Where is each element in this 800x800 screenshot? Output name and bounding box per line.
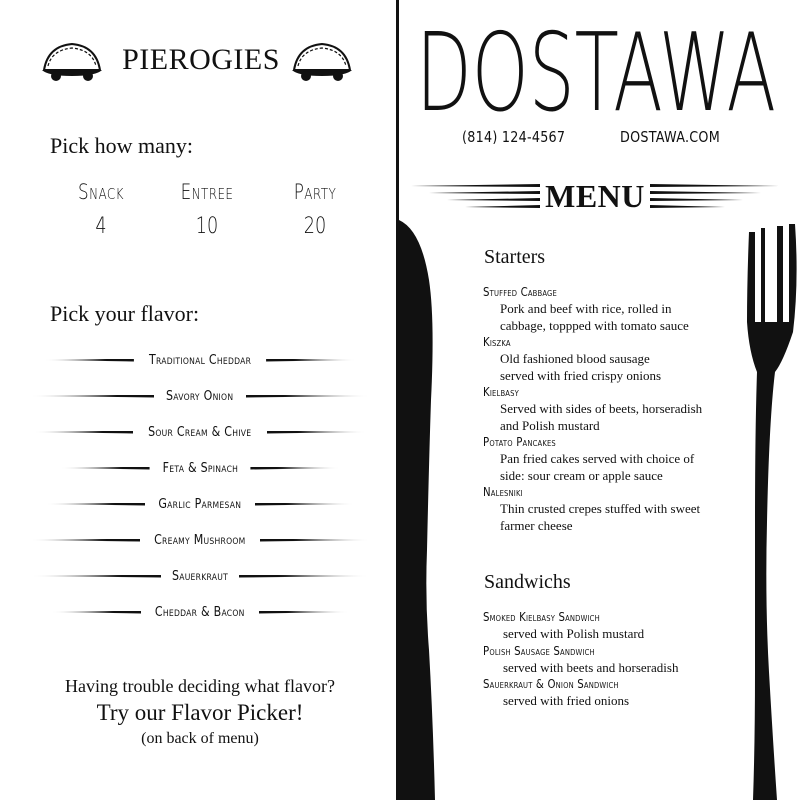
knife-icon <box>399 220 435 800</box>
menu-item-desc: served with fried onions <box>503 693 630 708</box>
menu-item-desc: side: sour cream or apple sauce <box>500 467 663 483</box>
flavor-label: Creamy Mushroom <box>154 532 246 548</box>
menu-item-desc: Pork and beef with rice, rolled in <box>500 301 672 316</box>
menu-item-name: Sauerkraut & Onion Sandwich <box>483 677 619 691</box>
brand-name: DOSTAWA <box>416 12 776 120</box>
size-option-entree[interactable] <box>152 180 262 239</box>
flavor-label: Feta & Spinach <box>162 460 238 476</box>
pick-flavor-heading: Pick your flavor: <box>50 301 200 326</box>
sandwiches-list <box>483 609 743 710</box>
phone-number: (814) 124-4567 <box>462 128 566 146</box>
flavor-rule <box>259 611 349 614</box>
trouble-text: Having trouble deciding what flavor? <box>65 676 335 696</box>
menu-item-desc: Pan fried cakes served with choice of <box>500 451 695 466</box>
flavor-label: Garlic Parmesan <box>158 496 242 512</box>
size-label: Entree <box>180 180 234 204</box>
flavor-rule <box>33 431 133 434</box>
flavor-option[interactable] <box>30 558 370 594</box>
size-option-party[interactable] <box>260 180 370 239</box>
flavor-option[interactable] <box>30 342 370 378</box>
menu-item-desc: and Polish mustard <box>500 417 600 433</box>
flavor-list <box>30 342 370 630</box>
menu-item-desc: served with Polish mustard <box>503 626 645 641</box>
dostawa-panel <box>399 0 800 800</box>
flavor-rule <box>51 611 141 614</box>
flavor-option[interactable] <box>30 522 370 558</box>
menu-item-name: Polish Sausage Sandwich <box>483 643 595 658</box>
flavor-rule <box>246 395 370 398</box>
flavor-label: Sour Cream & Chive <box>148 424 252 440</box>
flavor-rule <box>30 539 140 542</box>
flavor-option[interactable] <box>30 594 370 630</box>
menu-item-desc: farmer cheese <box>500 517 573 533</box>
flavor-option[interactable] <box>30 486 370 522</box>
flavor-rule <box>45 503 145 506</box>
menu-item-desc: Thin crusted crepes stuffed with sweet <box>500 501 701 516</box>
flavor-picker-text: Try our Flavor Picker! <box>96 700 304 725</box>
menu-item-name: Nalesniki <box>483 485 523 499</box>
menu-item-name: Stuffed Cabbage <box>483 285 557 299</box>
flavor-rule <box>255 503 355 506</box>
fork-icon <box>743 222 800 800</box>
menu-banner <box>399 176 800 220</box>
flavor-rule <box>250 467 340 470</box>
size-count: 4 <box>95 214 107 239</box>
menu-item-desc: served with fried crispy onions <box>500 367 662 383</box>
flavor-rule <box>239 575 369 578</box>
flavor-rule <box>267 431 367 434</box>
flavor-option[interactable] <box>30 414 370 450</box>
flavor-option[interactable] <box>30 378 370 414</box>
flavor-rule <box>30 395 154 398</box>
size-label: Snack <box>78 180 124 204</box>
menu-item-desc: Old fashioned blood sausage <box>500 351 650 366</box>
pierogies-header <box>36 30 366 90</box>
flavor-rule <box>266 359 356 362</box>
menu-item-name: Kiszka <box>483 335 511 349</box>
menu-item-name: Smoked Kielbasy Sandwich <box>483 610 600 624</box>
back-of-menu-text: (on back of menu) <box>141 730 259 747</box>
menu-item-name: Potato Pancakes <box>483 435 556 449</box>
starters-list <box>483 284 743 534</box>
menu-title: MENU <box>545 178 645 214</box>
flavor-label: Cheddar & Bacon <box>155 604 245 620</box>
flavor-rule <box>31 575 161 578</box>
size-option-snack[interactable] <box>46 180 156 239</box>
pick-how-many-heading: Pick how many: <box>50 133 193 158</box>
menu-item-desc: Served with sides of beets, horseradish <box>500 401 703 416</box>
size-count: 20 <box>303 214 327 239</box>
brand-logo <box>411 12 781 120</box>
website-link[interactable]: DOSTAWA.COM <box>620 128 720 146</box>
flavor-rule <box>60 467 150 470</box>
pierogi-icon <box>40 36 104 82</box>
sandwiches-heading: Sandwichs <box>484 571 571 593</box>
starters-heading: Starters <box>484 246 546 268</box>
flavor-rule <box>260 539 370 542</box>
flavor-label: Savory Onion <box>166 388 234 404</box>
flavor-rule <box>44 359 134 362</box>
flavor-label: Sauerkraut <box>171 568 229 584</box>
menu-item-name: Kielbasy <box>483 385 519 399</box>
pierogies-title: PIEROGIES <box>122 43 280 76</box>
pierogies-panel <box>0 0 396 800</box>
size-label: Party <box>293 180 337 204</box>
flavor-option[interactable] <box>30 450 370 486</box>
size-count: 10 <box>195 214 219 239</box>
menu-item-desc: cabbage, toppped with tomato sauce <box>500 317 689 333</box>
menu-item-desc: served with beets and horseradish <box>503 659 679 675</box>
pierogi-icon <box>290 36 354 82</box>
flavor-label: Traditional Cheddar <box>148 352 252 368</box>
